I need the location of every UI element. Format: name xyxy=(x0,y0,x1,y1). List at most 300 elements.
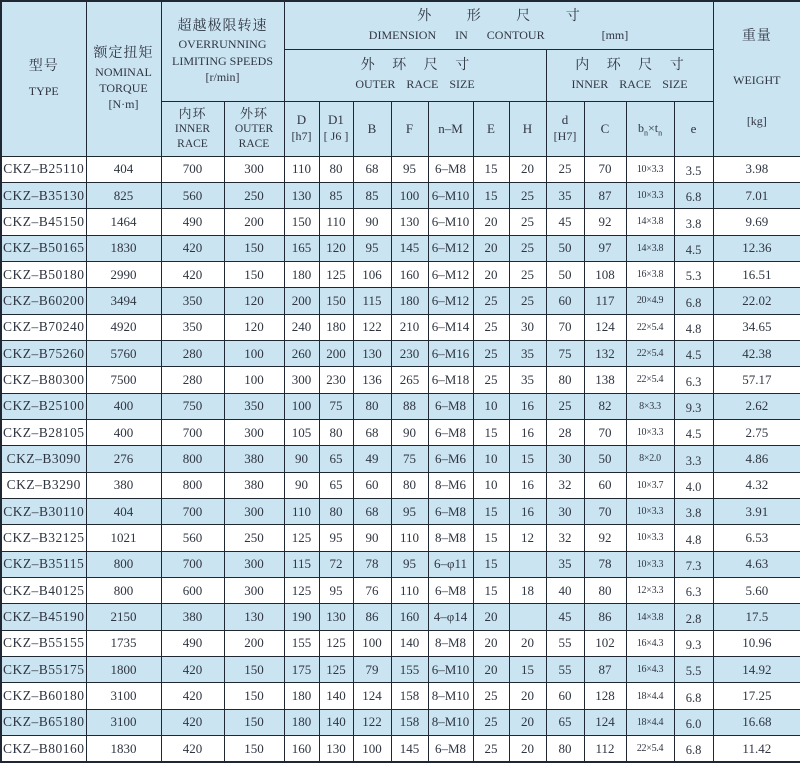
cell-model: CKZ–B3090 xyxy=(1,446,86,472)
cell-D1: 80 xyxy=(319,498,353,524)
cell-inner-race-speed: 420 xyxy=(161,657,224,683)
cell-e: 6.3 xyxy=(674,367,713,393)
cell-n-M: 6–M18 xyxy=(428,367,473,393)
cell-inner-race-speed: 280 xyxy=(161,340,224,366)
header-weight xyxy=(713,1,800,156)
cell-nominal-torque: 4920 xyxy=(86,314,161,340)
cell-model: CKZ–B32125 xyxy=(1,525,86,551)
cell-weight: 4.63 xyxy=(713,551,800,577)
cell-model: CKZ–B35130 xyxy=(1,182,86,208)
cell-model: CKZ–B50165 xyxy=(1,235,86,261)
cell-outer-race-speed: 300 xyxy=(224,498,284,524)
cell-model: CKZ–B50180 xyxy=(1,261,86,287)
header-inner-race-size xyxy=(546,49,713,101)
cell-B: 100 xyxy=(353,736,391,762)
cell-H: 25 xyxy=(509,261,546,287)
cell-inner-race-speed: 490 xyxy=(161,209,224,235)
cell-F: 100 xyxy=(391,182,428,208)
cell-inner-race-speed: 700 xyxy=(161,156,224,182)
cell-D1: 75 xyxy=(319,393,353,419)
cell-H: 15 xyxy=(509,657,546,683)
cell-outer-race-speed: 250 xyxy=(224,525,284,551)
cell-bxt: 22×5.4 xyxy=(626,314,674,340)
cell-bxt: 18×4.4 xyxy=(626,683,674,709)
cell-weight: 17.25 xyxy=(713,683,800,709)
cell-e: 9.3 xyxy=(674,393,713,419)
cell-weight: 2.62 xyxy=(713,393,800,419)
header-col-bxt: $b_n\times t_n$ xyxy=(626,101,674,156)
cell-d: 25 xyxy=(546,156,584,182)
cell-F: 145 xyxy=(391,736,428,762)
cell-D1: 230 xyxy=(319,367,353,393)
cell-model: CKZ–B3290 xyxy=(1,472,86,498)
cell-H: 20 xyxy=(509,156,546,182)
cell-H: 20 xyxy=(509,709,546,735)
cell-C: 124 xyxy=(584,709,626,735)
cell-d: 60 xyxy=(546,288,584,314)
cell-inner-race-speed: 600 xyxy=(161,578,224,604)
cell-model: CKZ–B65180 xyxy=(1,709,86,735)
cell-inner-race-speed: 560 xyxy=(161,525,224,551)
cell-D: 180 xyxy=(284,261,319,287)
cell-d: 35 xyxy=(546,182,584,208)
cell-inner-race-speed: 350 xyxy=(161,314,224,340)
cell-F: 230 xyxy=(391,340,428,366)
cell-F: 140 xyxy=(391,630,428,656)
cell-B: 49 xyxy=(353,446,391,472)
cell-C: 80 xyxy=(584,578,626,604)
cell-n-M: 6–M12 xyxy=(428,235,473,261)
cell-H: 30 xyxy=(509,314,546,340)
cell-d: 55 xyxy=(546,630,584,656)
cell-weight: 57.17 xyxy=(713,367,800,393)
cell-D1: 180 xyxy=(319,314,353,340)
cell-nominal-torque: 276 xyxy=(86,446,161,472)
cell-C: 112 xyxy=(584,736,626,762)
cell-outer-race-speed: 300 xyxy=(224,578,284,604)
header-outer-race-size xyxy=(284,49,546,101)
cell-weight: 16.68 xyxy=(713,709,800,735)
cell-F: 95 xyxy=(391,156,428,182)
cell-D1: 110 xyxy=(319,209,353,235)
cell-D1: 125 xyxy=(319,630,353,656)
cell-bxt: 10×3.3 xyxy=(626,551,674,577)
cell-nominal-torque: 800 xyxy=(86,551,161,577)
table-row xyxy=(1,551,800,577)
header-speed-en2: LIMITING SPEEDS xyxy=(172,53,273,68)
table-row xyxy=(1,446,800,472)
cell-E: 25 xyxy=(473,288,509,314)
cell-weight: 14.92 xyxy=(713,657,800,683)
cell-bxt: 10×3.3 xyxy=(626,156,674,182)
cell-model: CKZ–B80160 xyxy=(1,736,86,762)
cell-nominal-torque: 404 xyxy=(86,156,161,182)
cell-bxt: 18×4.4 xyxy=(626,709,674,735)
cell-D: 90 xyxy=(284,472,319,498)
cell-model: CKZ–B35115 xyxy=(1,551,86,577)
cell-e: 2.8 xyxy=(674,604,713,630)
cell-nominal-torque: 2150 xyxy=(86,604,161,630)
cell-bxt: 14×3.8 xyxy=(626,209,674,235)
cell-F: 155 xyxy=(391,657,428,683)
cell-H xyxy=(509,604,546,630)
cell-C: 108 xyxy=(584,261,626,287)
cell-n-M: 6–M10 xyxy=(428,182,473,208)
header-speed-en1: OVERRUNNING xyxy=(178,37,267,52)
cell-d: 28 xyxy=(546,419,584,445)
header-torque-en2: TORQUE xyxy=(99,81,148,96)
cell-C: 82 xyxy=(584,393,626,419)
cell-F: 158 xyxy=(391,683,428,709)
cell-nominal-torque: 5760 xyxy=(86,340,161,366)
table-row xyxy=(1,393,800,419)
cell-inner-race-speed: 800 xyxy=(161,446,224,472)
cell-E: 20 xyxy=(473,604,509,630)
header-overrunning-speeds xyxy=(161,1,284,101)
cell-D: 110 xyxy=(284,498,319,524)
cell-weight: 3.91 xyxy=(713,498,800,524)
cell-outer-race-speed: 200 xyxy=(224,209,284,235)
cell-D: 300 xyxy=(284,367,319,393)
cell-weight: 4.86 xyxy=(713,446,800,472)
cell-d: 80 xyxy=(546,367,584,393)
cell-E: 25 xyxy=(473,367,509,393)
cell-B: 124 xyxy=(353,683,391,709)
header-speed-zh: 超越极限转速 xyxy=(177,18,268,34)
cell-n-M: 6–M10 xyxy=(428,657,473,683)
cell-H: 16 xyxy=(509,393,546,419)
cell-F: 210 xyxy=(391,314,428,340)
table-row xyxy=(1,182,800,208)
cell-D1: 65 xyxy=(319,446,353,472)
cell-E: 25 xyxy=(473,314,509,340)
cell-F: 95 xyxy=(391,551,428,577)
cell-n-M: 6–M8 xyxy=(428,498,473,524)
cell-C: 70 xyxy=(584,419,626,445)
cell-inner-race-speed: 420 xyxy=(161,736,224,762)
cell-D: 115 xyxy=(284,551,319,577)
table-row xyxy=(1,314,800,340)
cell-nominal-torque: 380 xyxy=(86,472,161,498)
table-row xyxy=(1,235,800,261)
header-inner-race-speed: 内环 INNER RACE xyxy=(161,101,224,156)
cell-C: 128 xyxy=(584,683,626,709)
cell-e: 4.5 xyxy=(674,419,713,445)
table-row xyxy=(1,367,800,393)
cell-B: 80 xyxy=(353,393,391,419)
cell-F: 88 xyxy=(391,393,428,419)
cell-H: 20 xyxy=(509,630,546,656)
cell-E: 20 xyxy=(473,657,509,683)
cell-model: CKZ–B80300 xyxy=(1,367,86,393)
cell-B: 136 xyxy=(353,367,391,393)
header-torque-zh: 额定扭矩 xyxy=(93,46,154,62)
cell-d: 75 xyxy=(546,340,584,366)
cell-n-M: 4–φ14 xyxy=(428,604,473,630)
header-col-F: F xyxy=(391,101,428,156)
cell-D: 240 xyxy=(284,314,319,340)
cell-nominal-torque: 400 xyxy=(86,393,161,419)
table-row xyxy=(1,156,800,182)
cell-e: 6.3 xyxy=(674,578,713,604)
cell-F: 80 xyxy=(391,472,428,498)
cell-model: CKZ–B75260 xyxy=(1,340,86,366)
cell-D: 165 xyxy=(284,235,319,261)
cell-B: 68 xyxy=(353,156,391,182)
cell-E: 25 xyxy=(473,340,509,366)
cell-nominal-torque: 1021 xyxy=(86,525,161,551)
cell-n-M: 6–M6 xyxy=(428,446,473,472)
cell-E: 10 xyxy=(473,393,509,419)
cell-D: 105 xyxy=(284,419,319,445)
cell-bxt: 10×3.3 xyxy=(626,182,674,208)
cell-n-M: 6–M8 xyxy=(428,736,473,762)
cell-n-M: 8–M8 xyxy=(428,630,473,656)
cell-E: 10 xyxy=(473,472,509,498)
table-row xyxy=(1,472,800,498)
cell-inner-race-speed: 800 xyxy=(161,472,224,498)
cell-E: 20 xyxy=(473,209,509,235)
header-col-e: e xyxy=(674,101,713,156)
cell-d: 55 xyxy=(546,657,584,683)
cell-H xyxy=(509,551,546,577)
cell-D: 130 xyxy=(284,182,319,208)
cell-bxt: 10×3.7 xyxy=(626,472,674,498)
header-nominal-torque xyxy=(86,1,161,156)
cell-n-M: 8–M6 xyxy=(428,472,473,498)
cell-n-M: 6–M12 xyxy=(428,261,473,287)
cell-C: 102 xyxy=(584,630,626,656)
cell-C: 132 xyxy=(584,340,626,366)
cell-model: CKZ–B60200 xyxy=(1,288,86,314)
cell-outer-race-speed: 100 xyxy=(224,367,284,393)
cell-weight: 12.36 xyxy=(713,235,800,261)
cell-outer-race-speed: 130 xyxy=(224,604,284,630)
cell-B: 90 xyxy=(353,209,391,235)
cell-d: 32 xyxy=(546,525,584,551)
table-row xyxy=(1,340,800,366)
cell-D: 160 xyxy=(284,736,319,762)
cell-outer-race-speed: 200 xyxy=(224,630,284,656)
cell-d: 60 xyxy=(546,683,584,709)
cell-weight: 2.75 xyxy=(713,419,800,445)
cell-D: 200 xyxy=(284,288,319,314)
cell-B: 60 xyxy=(353,472,391,498)
cell-nominal-torque: 3100 xyxy=(86,683,161,709)
cell-bxt: 8×2.0 xyxy=(626,446,674,472)
cell-C: 92 xyxy=(584,525,626,551)
cell-bxt: 10×3.3 xyxy=(626,419,674,445)
cell-inner-race-speed: 560 xyxy=(161,182,224,208)
cell-F: 160 xyxy=(391,604,428,630)
cell-d: 45 xyxy=(546,604,584,630)
cell-outer-race-speed: 350 xyxy=(224,393,284,419)
cell-bxt: 14×3.8 xyxy=(626,604,674,630)
cell-D1: 125 xyxy=(319,261,353,287)
cell-B: 122 xyxy=(353,314,391,340)
cell-B: 68 xyxy=(353,498,391,524)
cell-D1: 125 xyxy=(319,657,353,683)
cell-E: 25 xyxy=(473,736,509,762)
cell-bxt: 14×3.8 xyxy=(626,235,674,261)
cell-model: CKZ–B55155 xyxy=(1,630,86,656)
cell-D1: 95 xyxy=(319,578,353,604)
cell-B: 106 xyxy=(353,261,391,287)
header-col-d: d [H7] xyxy=(546,101,584,156)
cell-B: 76 xyxy=(353,578,391,604)
cell-n-M: 6–M16 xyxy=(428,340,473,366)
cell-e: 3.3 xyxy=(674,446,713,472)
cell-D1: 80 xyxy=(319,156,353,182)
cell-n-M: 6–M10 xyxy=(428,209,473,235)
cell-E: 15 xyxy=(473,551,509,577)
cell-F: 180 xyxy=(391,288,428,314)
cell-D1: 130 xyxy=(319,736,353,762)
cell-bxt: 10×3.3 xyxy=(626,498,674,524)
cell-H: 16 xyxy=(509,419,546,445)
cell-model: CKZ–B25100 xyxy=(1,393,86,419)
cell-D: 150 xyxy=(284,209,319,235)
cell-C: 117 xyxy=(584,288,626,314)
cell-e: 4.5 xyxy=(674,235,713,261)
cell-E: 15 xyxy=(473,182,509,208)
cell-n-M: 6–M8 xyxy=(428,393,473,419)
cell-F: 265 xyxy=(391,367,428,393)
table-row xyxy=(1,683,800,709)
cell-n-M: 6–M8 xyxy=(428,419,473,445)
cell-D: 125 xyxy=(284,578,319,604)
cell-D1: 85 xyxy=(319,182,353,208)
cell-outer-race-speed: 150 xyxy=(224,736,284,762)
cell-e: 4.5 xyxy=(674,340,713,366)
cell-B: 100 xyxy=(353,630,391,656)
cell-weight: 22.02 xyxy=(713,288,800,314)
header-weight-en: WEIGHT xyxy=(733,72,781,87)
cell-B: 86 xyxy=(353,604,391,630)
cell-bxt: 8×3.3 xyxy=(626,393,674,419)
cell-C: 138 xyxy=(584,367,626,393)
cell-e: 3.8 xyxy=(674,209,713,235)
header-dim-zh: 外 形 尺 寸 xyxy=(417,8,596,24)
cell-weight: 7.01 xyxy=(713,182,800,208)
cell-e: 4.8 xyxy=(674,314,713,340)
header-dimension-in-contour xyxy=(284,1,713,49)
cell-nominal-torque: 1830 xyxy=(86,235,161,261)
cell-weight: 3.98 xyxy=(713,156,800,182)
cell-bxt: 20×4.9 xyxy=(626,288,674,314)
cell-outer-race-speed: 120 xyxy=(224,288,284,314)
cell-outer-race-speed: 150 xyxy=(224,709,284,735)
cell-weight: 9.69 xyxy=(713,209,800,235)
cell-B: 78 xyxy=(353,551,391,577)
cell-D: 110 xyxy=(284,156,319,182)
cell-e: 6.8 xyxy=(674,736,713,762)
cell-B: 130 xyxy=(353,340,391,366)
cell-n-M: 6–M8 xyxy=(428,156,473,182)
header-torque-en1: NOMINAL xyxy=(95,64,152,79)
cell-nominal-torque: 1800 xyxy=(86,657,161,683)
header-dim-en: DIMENSION IN CONTOUR [mm] xyxy=(368,27,629,42)
cell-model: CKZ–B25110 xyxy=(1,156,86,182)
header-type-zh: 型号 xyxy=(28,59,59,75)
header-inner-size-en: INNER RACE SIZE xyxy=(571,77,688,92)
cell-D1: 130 xyxy=(319,604,353,630)
cell-E: 25 xyxy=(473,683,509,709)
cell-inner-race-speed: 750 xyxy=(161,393,224,419)
table-row xyxy=(1,525,800,551)
cell-nominal-torque: 404 xyxy=(86,498,161,524)
cell-inner-race-speed: 420 xyxy=(161,235,224,261)
table-row xyxy=(1,261,800,287)
table-row xyxy=(1,604,800,630)
cell-H: 20 xyxy=(509,683,546,709)
cell-F: 110 xyxy=(391,525,428,551)
cell-weight: 16.51 xyxy=(713,261,800,287)
cell-outer-race-speed: 300 xyxy=(224,419,284,445)
cell-E: 15 xyxy=(473,419,509,445)
cell-bxt: 16×4.3 xyxy=(626,657,674,683)
cell-D1: 140 xyxy=(319,709,353,735)
cell-n-M: 6–M14 xyxy=(428,314,473,340)
header-weight-zh: 重量 xyxy=(741,29,772,45)
cell-d: 65 xyxy=(546,709,584,735)
cell-inner-race-speed: 420 xyxy=(161,261,224,287)
cell-d: 45 xyxy=(546,209,584,235)
cell-inner-race-speed: 380 xyxy=(161,604,224,630)
table-row xyxy=(1,709,800,735)
cell-outer-race-speed: 300 xyxy=(224,551,284,577)
cell-bxt: 22×5.4 xyxy=(626,736,674,762)
cell-E: 25 xyxy=(473,709,509,735)
header-col-D1: D1 [ J6 ] xyxy=(319,101,353,156)
cell-C: 92 xyxy=(584,209,626,235)
cell-E: 10 xyxy=(473,446,509,472)
cell-B: 68 xyxy=(353,419,391,445)
cell-inner-race-speed: 350 xyxy=(161,288,224,314)
cell-d: 50 xyxy=(546,261,584,287)
cell-H: 35 xyxy=(509,340,546,366)
cell-weight: 4.32 xyxy=(713,472,800,498)
cell-bxt: 22×5.4 xyxy=(626,340,674,366)
cell-D: 90 xyxy=(284,446,319,472)
cell-C: 97 xyxy=(584,235,626,261)
cell-d: 32 xyxy=(546,472,584,498)
cell-H: 20 xyxy=(509,736,546,762)
table-row xyxy=(1,736,800,762)
cell-H: 25 xyxy=(509,288,546,314)
cell-H: 25 xyxy=(509,209,546,235)
cell-D: 100 xyxy=(284,393,319,419)
header-type xyxy=(1,1,86,156)
cell-inner-race-speed: 700 xyxy=(161,551,224,577)
cell-model: CKZ–B45190 xyxy=(1,604,86,630)
cell-inner-race-speed: 280 xyxy=(161,367,224,393)
cell-nominal-torque: 1464 xyxy=(86,209,161,235)
cell-E: 15 xyxy=(473,525,509,551)
header-col-D: D [h7] xyxy=(284,101,319,156)
header-dim-unit: [mm] xyxy=(601,27,629,42)
table-row xyxy=(1,209,800,235)
cell-weight: 42.38 xyxy=(713,340,800,366)
cell-e: 6.8 xyxy=(674,683,713,709)
cell-C: 70 xyxy=(584,156,626,182)
cell-e: 6.8 xyxy=(674,288,713,314)
header-outer-size-en: OUTER RACE SIZE xyxy=(355,77,475,92)
cell-weight: 11.42 xyxy=(713,736,800,762)
cell-e: 4.8 xyxy=(674,525,713,551)
cell-F: 110 xyxy=(391,578,428,604)
header-outer-race-speed: 外环 OUTER RACE xyxy=(224,101,284,156)
